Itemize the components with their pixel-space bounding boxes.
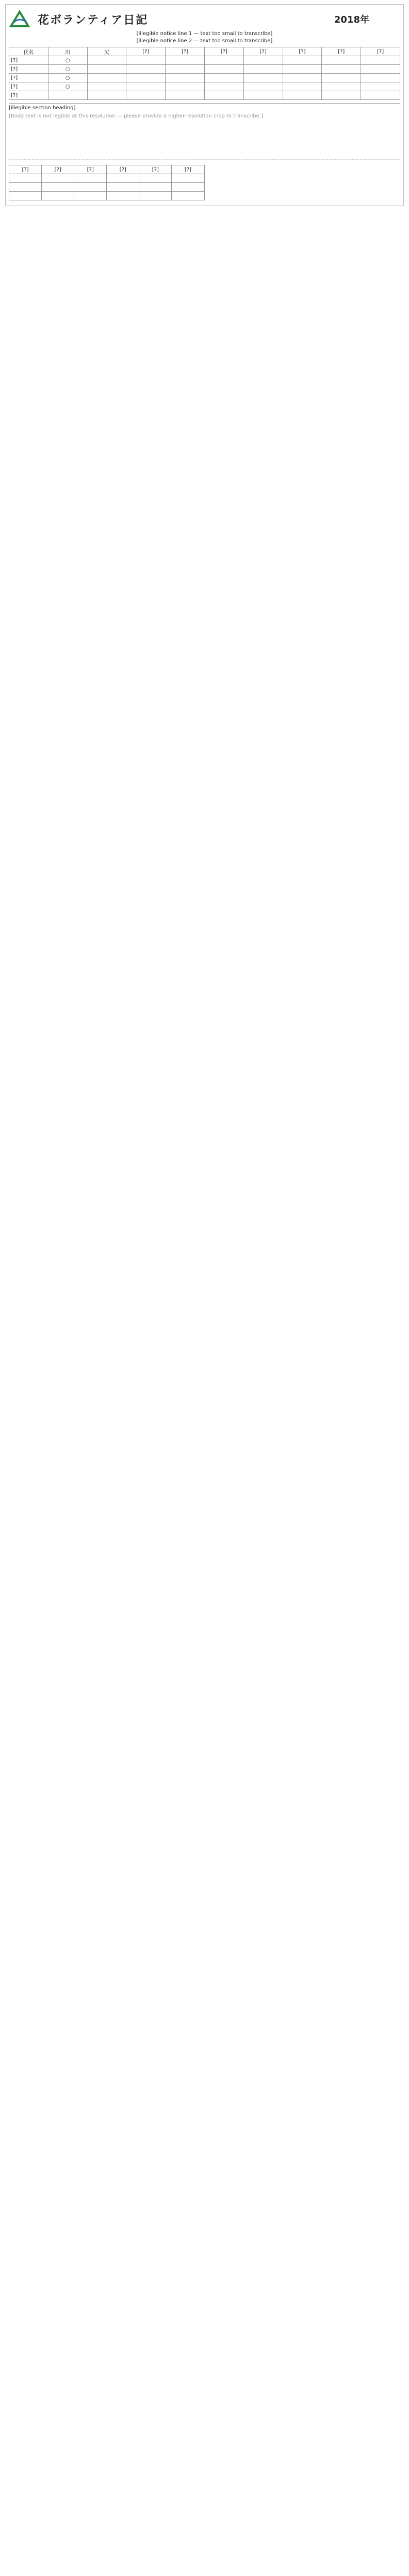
- attendance-mark: [243, 65, 283, 74]
- attendance-mark: [87, 74, 126, 82]
- payment-header: [?]: [9, 165, 42, 174]
- payment-area: [9, 163, 400, 200]
- attendance-mark: [204, 91, 243, 100]
- attendance-mark: [322, 82, 361, 91]
- attendance-mark: [283, 74, 322, 82]
- attendance-row: [9, 65, 400, 74]
- payment-cell: [172, 183, 204, 192]
- diary-sheet: [5, 4, 404, 206]
- payment-header: [?]: [42, 165, 74, 174]
- attendance-mark: [361, 91, 400, 100]
- attendance-header-row: [9, 47, 400, 56]
- payment-cell: [139, 192, 172, 200]
- payment-cell: [107, 183, 139, 192]
- attendance-row: [9, 91, 400, 100]
- notice-line-1: [illegible notice line 1 — text too small to transcribe]: [136, 31, 273, 37]
- attendance-mark: [204, 74, 243, 82]
- payment-header-row: [9, 165, 205, 174]
- payment-cell: [42, 183, 74, 192]
- attendance-mark: [166, 91, 205, 100]
- attendance-mark: ○: [48, 65, 87, 74]
- attendee-name: [?]: [9, 91, 48, 100]
- attendance-mark: [87, 65, 126, 74]
- payment-cell: [74, 174, 107, 183]
- attendance-mark: ○: [48, 74, 87, 82]
- attendance-header: [?]: [126, 47, 166, 56]
- sheet-header: [9, 8, 400, 30]
- payment-cell: [139, 183, 172, 192]
- payment-cell: [172, 174, 204, 183]
- sheet-title: 花ボランティア日記: [38, 13, 149, 27]
- attendance-mark: [204, 82, 243, 91]
- payment-header: [?]: [139, 165, 172, 174]
- diary-body-text: [Body text is not legible at this resolution — please provide a higher-resolution crop to transcribe.]: [9, 113, 400, 160]
- payment-cell: [42, 192, 74, 200]
- attendance-mark: [126, 74, 166, 82]
- attendance-row: [9, 56, 400, 65]
- notice-line-2: [illegible notice line 2 — text too small to transcribe]: [136, 38, 273, 44]
- attendance-mark: [283, 56, 322, 65]
- attendance-mark: [361, 82, 400, 91]
- attendance-header: 氏名: [9, 47, 48, 56]
- logo-icon: [9, 10, 30, 28]
- attendance-mark: [166, 56, 205, 65]
- sheet-year: 2018年: [334, 14, 369, 25]
- attendance-mark: [361, 56, 400, 65]
- payment-header: [?]: [107, 165, 139, 174]
- section-heading: [illegible section heading]: [9, 103, 400, 111]
- attendance-mark: ○: [48, 82, 87, 91]
- attendance-header: 欠: [87, 47, 126, 56]
- attendance-mark: [204, 56, 243, 65]
- attendance-mark: [126, 56, 166, 65]
- payment-cell: [74, 183, 107, 192]
- attendance-mark: [322, 91, 361, 100]
- attendance-mark: [283, 82, 322, 91]
- attendance-mark: [243, 91, 283, 100]
- attendee-name: [?]: [9, 65, 48, 74]
- attendance-mark: [322, 65, 361, 74]
- attendee-name: [?]: [9, 82, 48, 91]
- attendee-name: [?]: [9, 74, 48, 82]
- payment-header: [?]: [74, 165, 107, 174]
- payment-cell: [74, 192, 107, 200]
- attendance-mark: [204, 65, 243, 74]
- payment-header: [?]: [172, 165, 204, 174]
- attendance-mark: [283, 65, 322, 74]
- payment-cell: [172, 192, 204, 200]
- attendance-mark: [87, 56, 126, 65]
- attendance-mark: [243, 74, 283, 82]
- attendance-mark: [166, 65, 205, 74]
- payment-cell: [42, 174, 74, 183]
- attendance-mark: [126, 65, 166, 74]
- attendance-mark: [166, 74, 205, 82]
- payment-table: [9, 165, 205, 200]
- attendance-mark: [322, 56, 361, 65]
- attendance-mark: [243, 56, 283, 65]
- attendance-mark: ○: [48, 56, 87, 65]
- attendance-header: 出: [48, 47, 87, 56]
- attendance-mark: [283, 91, 322, 100]
- payment-cell: [9, 183, 42, 192]
- attendance-mark: [361, 65, 400, 74]
- payment-cell: [107, 192, 139, 200]
- attendance-header: [?]: [243, 47, 283, 56]
- attendance-row: [9, 74, 400, 82]
- attendance-mark: [87, 82, 126, 91]
- payment-row: [9, 183, 205, 192]
- attendance-header: [?]: [361, 47, 400, 56]
- attendance-mark: [361, 74, 400, 82]
- attendance-header: [?]: [204, 47, 243, 56]
- attendance-mark: [48, 91, 87, 100]
- payment-row: [9, 192, 205, 200]
- attendance-mark: [243, 82, 283, 91]
- payment-cell: [9, 192, 42, 200]
- payment-row: [9, 174, 205, 183]
- attendance-table: [9, 47, 400, 100]
- attendance-mark: [126, 91, 166, 100]
- attendance-header: [?]: [283, 47, 322, 56]
- payment-cell: [107, 174, 139, 183]
- attendance-mark: [126, 82, 166, 91]
- payment-cell: [139, 174, 172, 183]
- payment-cell: [9, 174, 42, 183]
- attendance-row: [9, 82, 400, 91]
- attendance-mark: [322, 74, 361, 82]
- attendee-name: [?]: [9, 56, 48, 65]
- attendance-mark: [87, 91, 126, 100]
- attendance-mark: [166, 82, 205, 91]
- attendance-header: [?]: [166, 47, 205, 56]
- attendance-header: [?]: [322, 47, 361, 56]
